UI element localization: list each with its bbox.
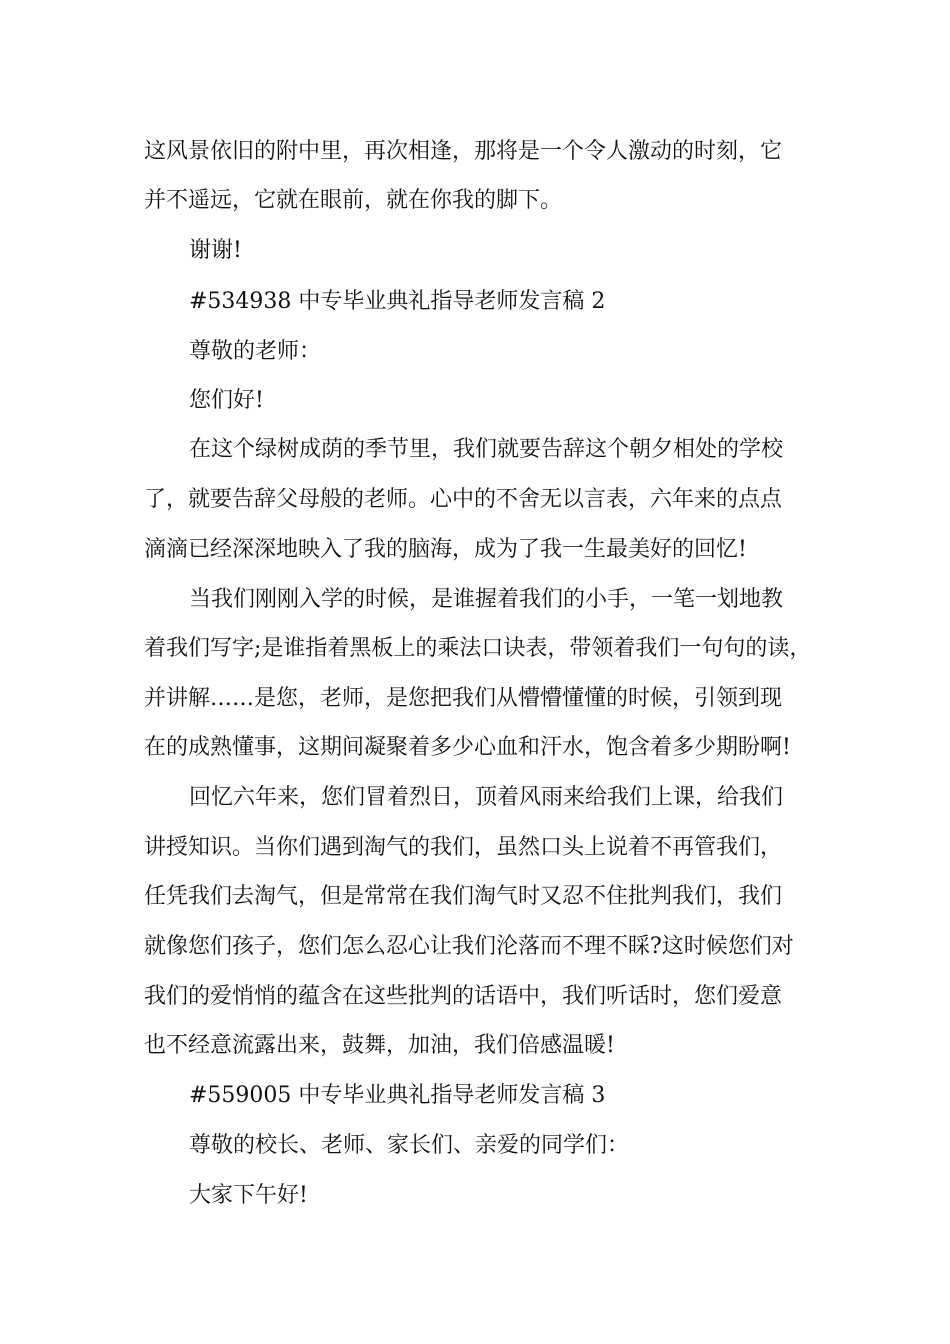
paragraph-line: 任凭我们去淘气，但是常常在我们淘气时又忍不住批判我们，我们 bbox=[144, 884, 783, 909]
paragraph-line: 当我们刚刚入学的时候，是谁握着我们的小手，一笔一划地教 bbox=[189, 587, 784, 612]
paragraph-line: 了，就要告辞父母般的老师。心中的不舍无以言表，六年来的点点 bbox=[144, 487, 783, 512]
paragraph-line: 并讲解……是您，老师，是您把我们从懵懵懂懂的时候，引领到现 bbox=[144, 686, 783, 711]
greeting: 您们好! bbox=[189, 388, 264, 413]
paragraph-line: 在这个绿树成荫的季节里，我们就要告辞这个朝夕相处的学校 bbox=[189, 437, 784, 462]
greeting: 大家下午好! bbox=[189, 1183, 308, 1208]
section-heading: #534938 中专毕业典礼指导老师发言稿 2 bbox=[189, 289, 606, 314]
paragraph-line: 我们的爱悄悄的蕴含在这些批判的话语中，我们听话时，您们爱意 bbox=[144, 984, 783, 1009]
paragraph-line: 就像您们孩子，您们怎么忍心让我们沦落而不理不睬?这时候您们对 bbox=[144, 934, 794, 959]
paragraph-line: 回忆六年来，您们冒着烈日，顶着风雨来给我们上课，给我们 bbox=[189, 785, 784, 810]
paragraph-line: 讲授知识。当你们遇到淘气的我们，虽然口头上说着不再管我们， bbox=[144, 835, 783, 860]
paragraph-line: 滴滴已经深深地映入了我的脑海，成为了我一生最美好的回忆! bbox=[144, 537, 747, 562]
section-heading: #559005 中专毕业典礼指导老师发言稿 3 bbox=[189, 1083, 606, 1108]
paragraph-line: 在的成熟懂事，这期间凝聚着多少心血和汗水，饱含着多少期盼啊! bbox=[144, 735, 791, 760]
closing-thanks: 谢谢! bbox=[189, 238, 242, 263]
paragraph-line: 并不遥远，它就在眼前，就在你我的脚下。 bbox=[144, 188, 563, 213]
salutation: 尊敬的校长、老师、家长们、亲爱的同学们： bbox=[189, 1133, 630, 1158]
salutation: 尊敬的老师： bbox=[189, 339, 322, 364]
paragraph-line: 也不经意流露出来，鼓舞，加油，我们倍感温暖! bbox=[144, 1033, 615, 1058]
paragraph-line: 这风景依旧的附中里，再次相逢，那将是一个令人激动的时刻，它 bbox=[144, 139, 783, 164]
paragraph-line: 着我们写字;是谁指着黑板上的乘法口诀表，带领着我们一句句的读， bbox=[144, 636, 812, 661]
